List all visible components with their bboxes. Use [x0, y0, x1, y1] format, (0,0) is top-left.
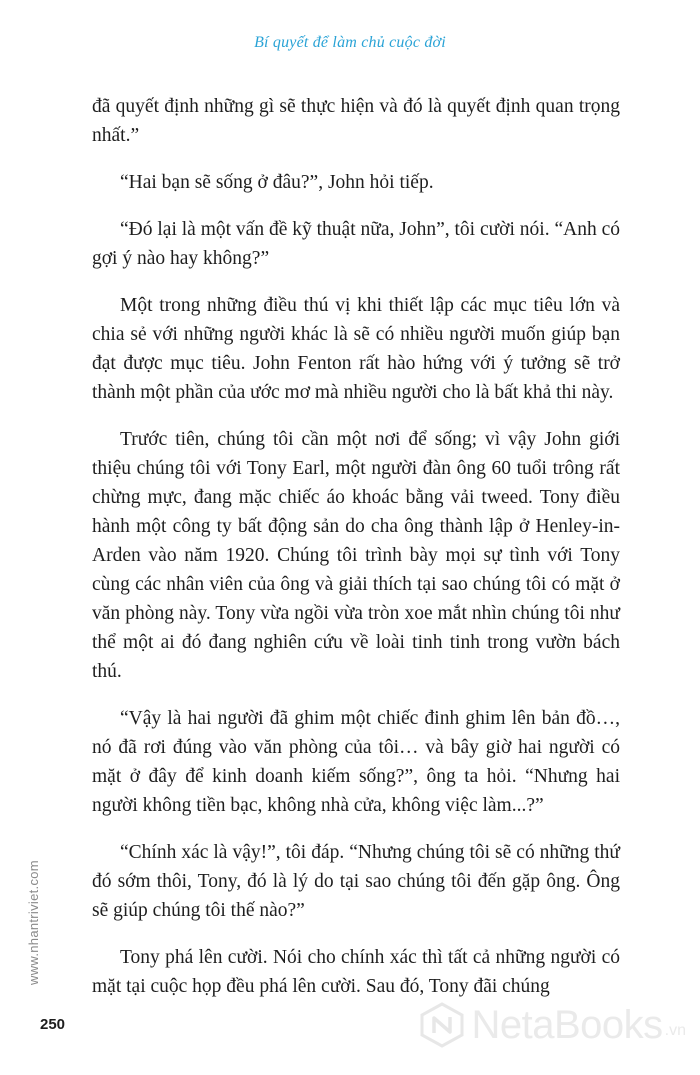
netabooks-logo-icon [419, 1002, 465, 1048]
watermark-brand: NetaBooks [471, 1002, 663, 1047]
paragraph-7: “Chính xác là vậy!”, tôi đáp. “Nhưng chúng tôi sẽ có những thứ đó sớm thôi, Tony, đó là lý do tại sao chúng tôi đến gặp ông. Ông sẽ giúp chúng tôi thế nào?” [92, 842, 620, 921]
paragraph-6: “Vậy là hai người đã ghim một chiếc đinh ghim lên bản đồ…, nó đã rơi đúng vào văn phòng của tôi… và bây giờ hai người có mặt ở đây để kinh doanh kiếm sống?”, ông ta hỏi. “Nhưng hai người không tiền bạc, không nhà cửa, không việc làm...?” [92, 708, 620, 816]
paragraph-1: đã quyết định những gì sẽ thực hiện và đó là quyết định quan trọng nhất.” [92, 96, 620, 146]
paragraph-2: “Hai bạn sẽ sống ở đâu?”, John hỏi tiếp. [120, 172, 434, 193]
watermark [419, 1002, 686, 1048]
watermark-suffix: .vn [664, 1022, 686, 1039]
paragraph-5: Trước tiên, chúng tôi cần một nơi để sống; vì vậy John giới thiệu chúng tôi với Tony Earl, một người đàn ông 60 tuổi trông rất chừng mực, đang mặc chiếc áo khoác bằng vải tweed. Tony điều hành một công ty bất động sản do cha ông thành lập ở Henley-in-Arden vào năm 1920. Chúng tôi trình bày mọi sự tình với Tony cùng các nhân viên của ông và giải thích tại sao chúng tôi có mặt ở văn phòng này. Tony vừa ngồi vừa tròn xoe mắt nhìn chúng tôi như thể một ai đó đang nghiên cứu về loài tinh tinh trong vườn bách thú. [92, 429, 620, 682]
page-number: 250 [40, 1016, 66, 1033]
paragraph-3: “Đó lại là một vấn đề kỹ thuật nữa, John”, tôi cười nói. “Anh có gợi ý nào hay không?” [92, 219, 620, 269]
paragraph-8: Tony phá lên cười. Nói cho chính xác thì tất cả những người có mặt tại cuộc họp đều phá lên cười. Sau đó, Tony đãi chúng [92, 947, 620, 997]
side-url: www.nhantriviet.com [26, 860, 41, 985]
paragraph-4: Một trong những điều thú vị khi thiết lập các mục tiêu lớn và chia sẻ với những người khác là sẽ có nhiều người muốn giúp bạn đạt được mục tiêu. John Fenton rất hào hứng với ý tưởng sẽ trở thành một phần của ước mơ mà nhiều người cho là bất khả thi này. [92, 295, 620, 403]
running-header: Bí quyết để làm chủ cuộc đời [254, 34, 446, 51]
body-text [92, 92, 620, 1019]
